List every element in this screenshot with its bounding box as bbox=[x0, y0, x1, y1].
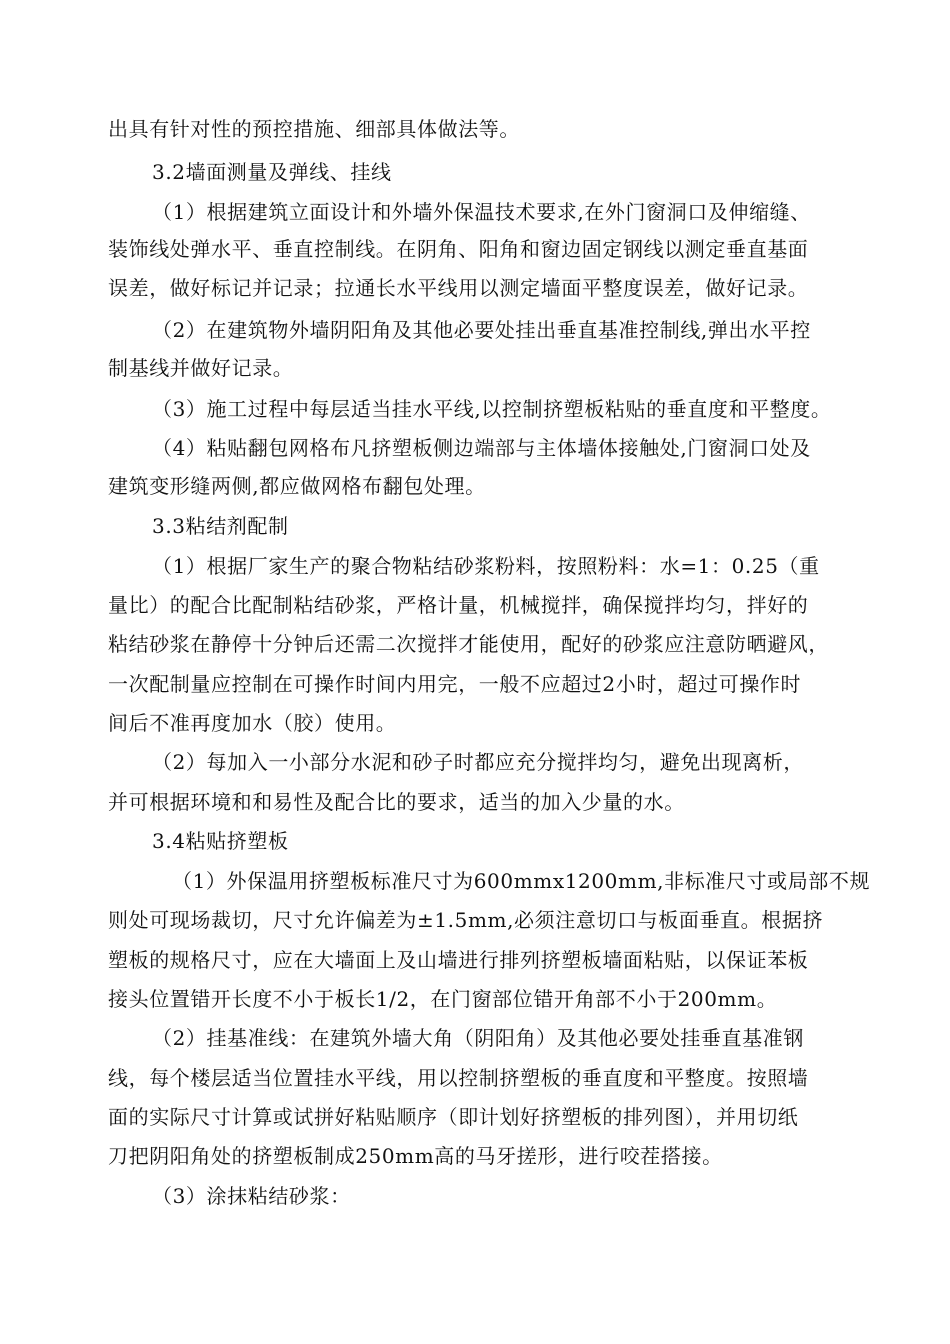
text-line: （2）在建筑物外墙阴阳角及其他必要处挂出垂直基准控制线,弹出水平控 bbox=[152, 318, 811, 342]
text-line: （4）粘贴翻包网格布凡挤塑板侧边端部与主体墙体接触处,门窗洞口处及 bbox=[152, 436, 811, 460]
section-heading-3-4: 3.4粘贴挤塑板 bbox=[152, 829, 289, 853]
text-line: 刀把阴阳角处的挤塑板制成250mm高的马牙搓形，进行咬茬搭接。 bbox=[108, 1144, 723, 1168]
text-line: 一次配制量应控制在可操作时间内用完，一般不应超过2小时，超过可操作时 bbox=[108, 672, 802, 696]
text-line: 接头位置错开长度不小于板长1/2，在门窗部位错开角部不小于200mm。 bbox=[108, 987, 778, 1011]
text-line: （1）根据厂家生产的聚合物粘结砂浆粉料，按照粉料：水=1：0.25（重 bbox=[152, 554, 820, 578]
text-line: （3）施工过程中每层适当挂水平线,以控制挤塑板粘贴的垂直度和平整度。 bbox=[152, 397, 832, 421]
text-line: 粘结砂浆在静停十分钟后还需二次搅拌才能使用，配好的砂浆应注意防晒避风， bbox=[108, 632, 829, 656]
text-line: 塑板的规格尺寸，应在大墙面上及山墙进行排列挤塑板墙面粘贴，以保证苯板 bbox=[108, 948, 809, 972]
text-line: （1）外保温用挤塑板标准尺寸为600mmx1200mm,非标准尺寸或局部不规 bbox=[172, 869, 871, 893]
section-heading-3-3: 3.3粘结剂配制 bbox=[152, 514, 289, 538]
text-line: 制基线并做好记录。 bbox=[108, 356, 294, 380]
text-line: 线，每个楼层适当位置挂水平线，用以控制挤塑板的垂直度和平整度。按照墙 bbox=[108, 1066, 809, 1090]
text-line: 误差，做好标记并记录；拉通长水平线用以测定墙面平整度误差，做好记录。 bbox=[108, 276, 809, 300]
text-line: 装饰线处弹水平、垂直控制线。在阴角、阳角和窗边固定钢线以测定垂直基面 bbox=[108, 237, 809, 261]
text-line: 面的实际尺寸计算或试拼好粘贴顺序（即计划好挤塑板的排列图），并用切纸 bbox=[108, 1105, 799, 1129]
text-line: 则处可现场裁切，尺寸允许偏差为±1.5mm,必须注意切口与板面垂直。根据挤 bbox=[108, 908, 824, 932]
section-heading-3-2: 3.2墙面测量及弹线、挂线 bbox=[152, 160, 392, 184]
text-line: （1）根据建筑立面设计和外墙外保温技术要求,在外门窗洞口及伸缩缝、 bbox=[152, 200, 811, 224]
text-line: 并可根据环境和和易性及配合比的要求，适当的加入少量的水。 bbox=[108, 790, 685, 814]
text-line: （3）涂抹粘结砂浆： bbox=[152, 1184, 351, 1208]
text-line: 间后不准再度加水（胶）使用。 bbox=[108, 711, 397, 735]
text-line: 建筑变形缝两侧,都应做网格布翻包处理。 bbox=[108, 474, 486, 498]
text-line: 出具有针对性的预控措施、细部具体做法等。 bbox=[108, 117, 520, 141]
text-line: （2）挂基准线：在建筑外墙大角（阴阳角）及其他必要处挂垂直基准钢 bbox=[152, 1026, 804, 1050]
text-line: （2）每加入一小部分水泥和砂子时都应充分搅拌均匀，避免出现离析， bbox=[152, 750, 804, 774]
text-line: 量比）的配合比配制粘结砂浆，严格计量，机械搅拌，确保搅拌均匀，拌好的 bbox=[108, 593, 809, 617]
